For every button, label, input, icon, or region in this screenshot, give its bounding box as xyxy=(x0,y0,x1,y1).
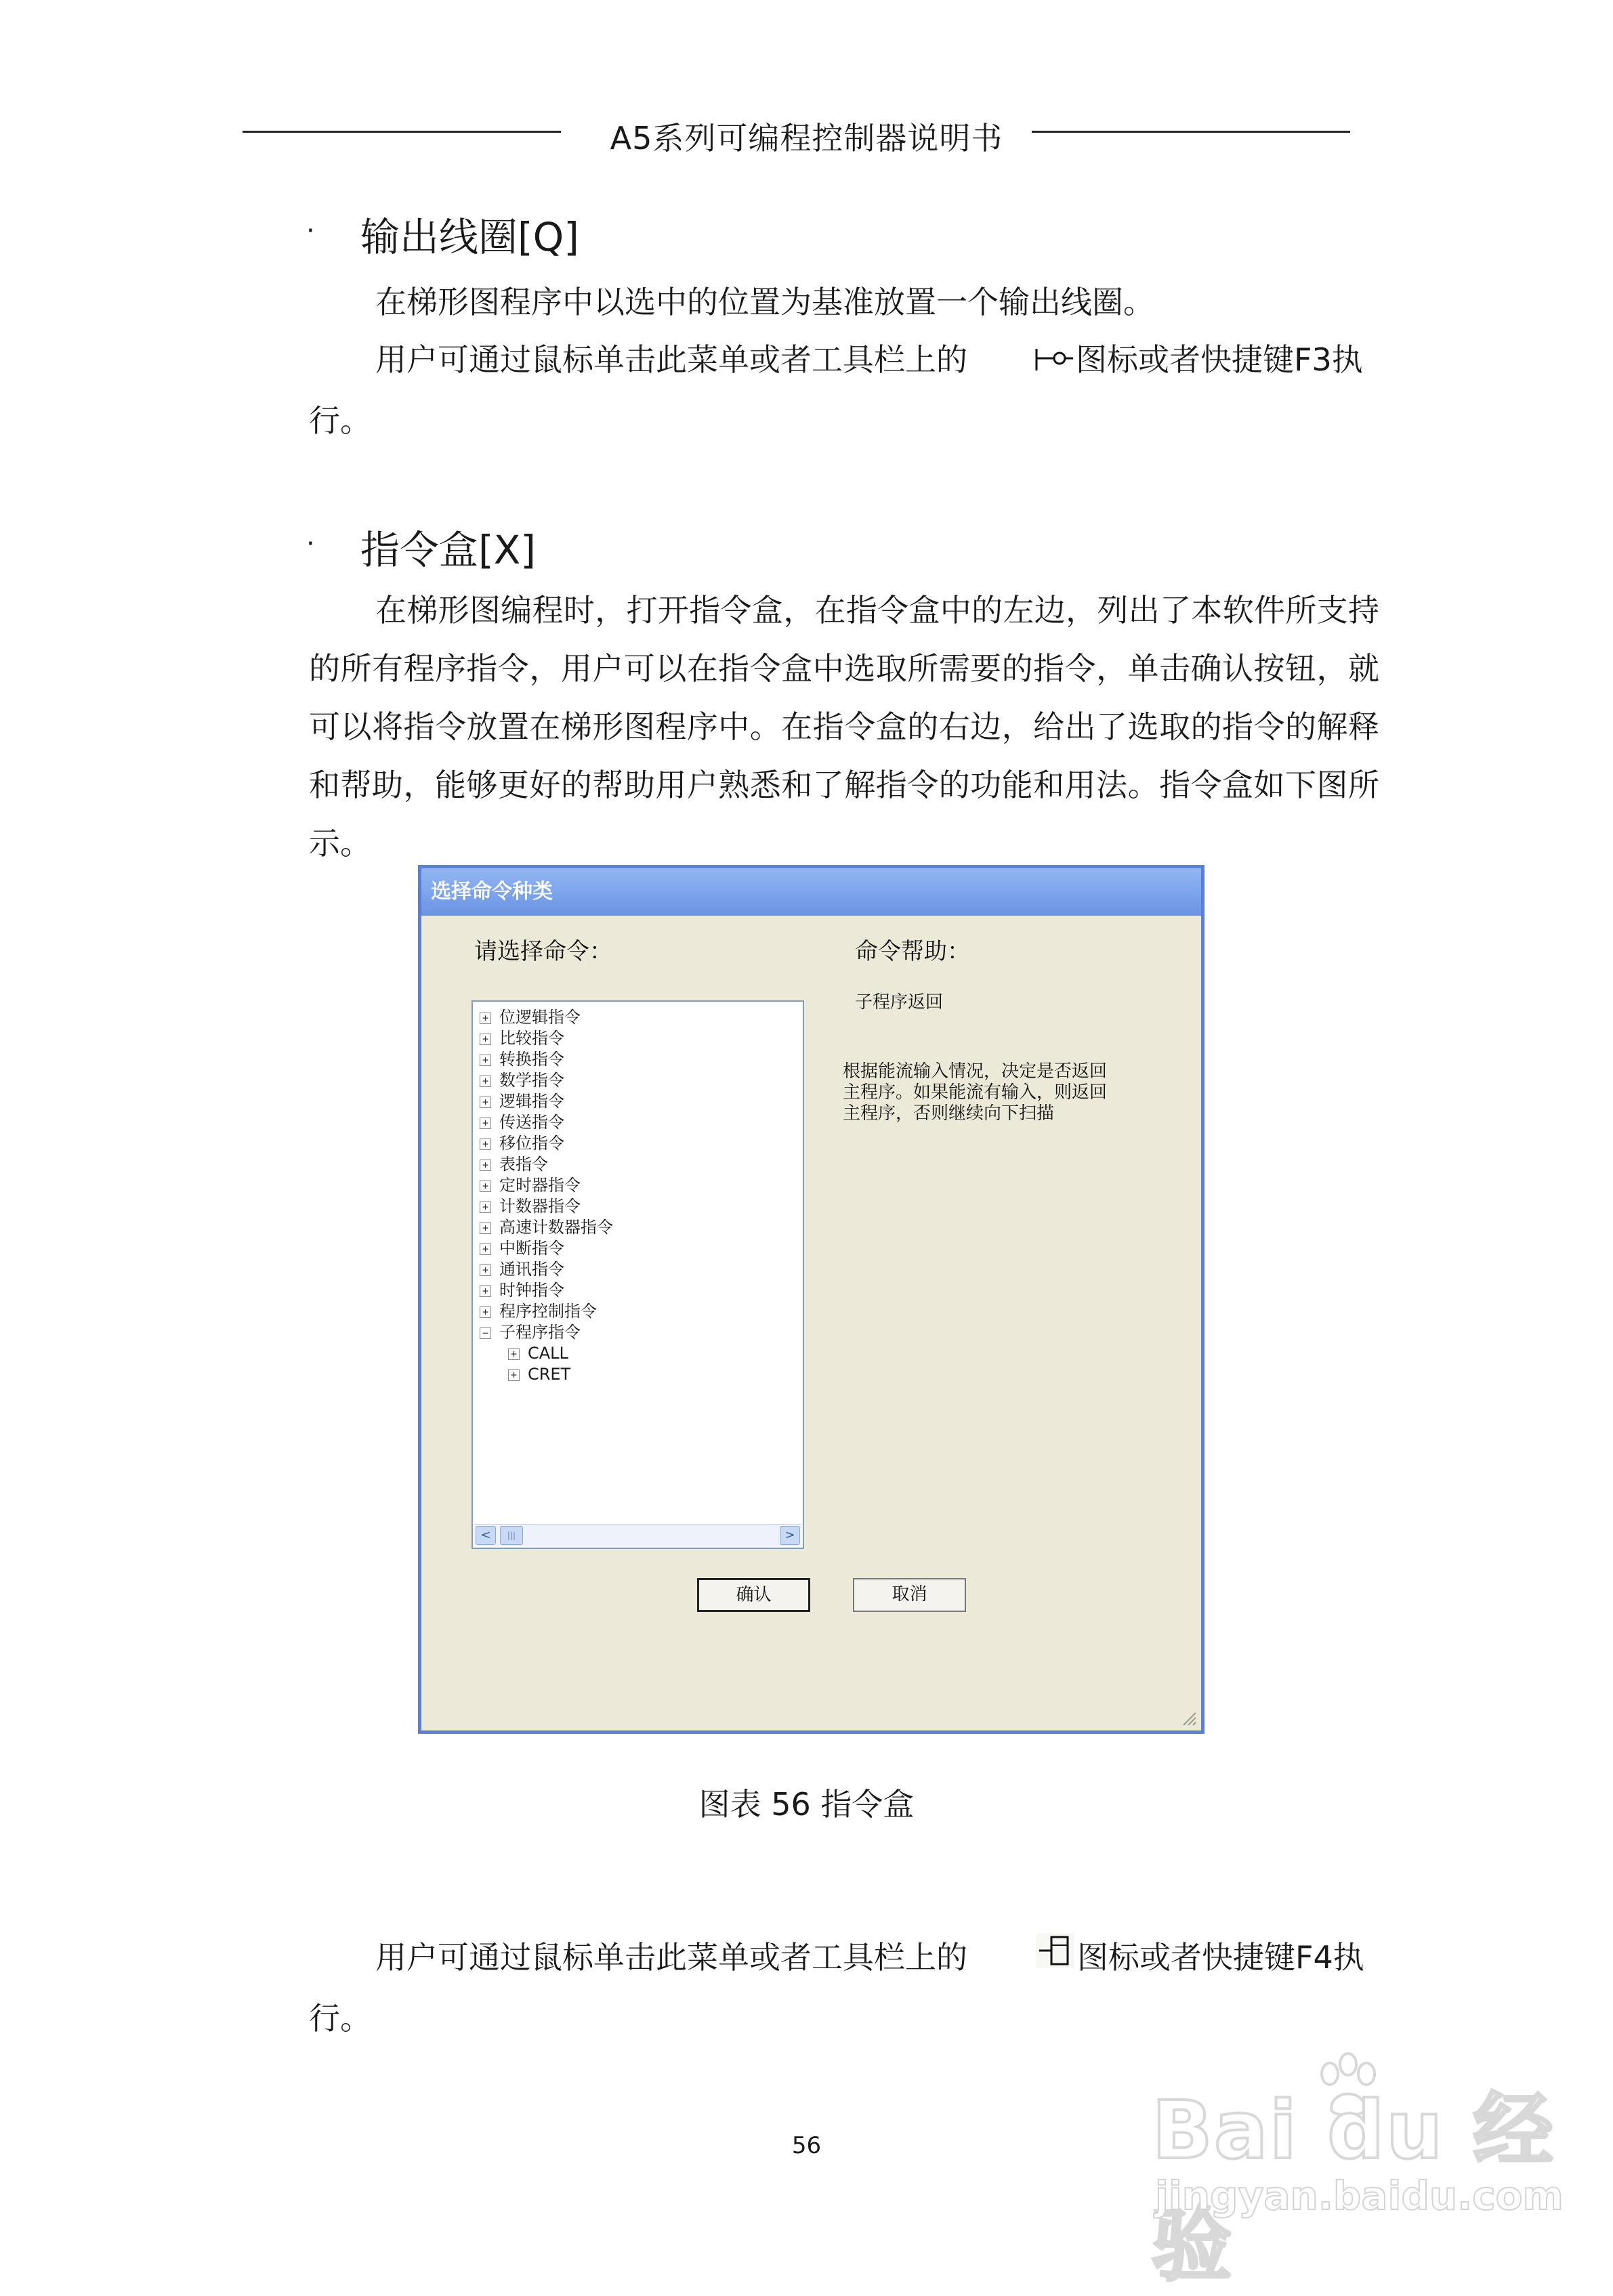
tree-item[interactable] xyxy=(480,1259,613,1280)
expand-icon[interactable]: + xyxy=(480,1055,491,1066)
paragraph-text: 图标或者快捷键F4执 xyxy=(1077,1939,1364,1976)
paragraph-text: 行。 xyxy=(309,402,371,439)
resize-grip-icon[interactable] xyxy=(1178,1707,1197,1726)
tree-item-label: 位逻辑指令 xyxy=(499,1008,581,1027)
tree-item[interactable] xyxy=(480,1154,613,1175)
paragraph xyxy=(309,331,1379,450)
paragraph xyxy=(309,1928,1379,2047)
bullet: · xyxy=(306,215,315,247)
select-command-label: 请选择命令： xyxy=(474,938,612,965)
header-title: A5系列可编程控制器说明书 xyxy=(610,120,1003,156)
tree-item-label: 移位指令 xyxy=(499,1134,564,1153)
tree-item[interactable] xyxy=(480,1238,613,1259)
expand-icon[interactable]: + xyxy=(508,1348,520,1360)
scroll-left-button[interactable]: < xyxy=(476,1526,496,1545)
expand-icon[interactable]: + xyxy=(508,1369,520,1381)
paragraph: 在梯形图编程时，打开指令盒，在指令盒中的左边，列出了本软件所支持的所有程序指令，用户可以在指令盒中选取所需要的指令，单击确认按钮，就可以将指令放置在梯形图程序中。在指令盒的右边，给出了选取的指令的解释和帮助，能够更好的帮助用户熟悉和了解指令的功能和用法。指令盒如下图所示。 xyxy=(309,592,1379,862)
page-number: 56 xyxy=(791,2132,822,2159)
tree-item-label: CALL xyxy=(528,1344,568,1363)
help-title: 子程序返回 xyxy=(855,992,944,1013)
tree-item-label: 程序控制指令 xyxy=(499,1302,597,1321)
watermark-url: jingyan.baidu.com xyxy=(1155,2173,1564,2219)
help-description xyxy=(843,1061,1107,1124)
expand-icon[interactable]: + xyxy=(480,1097,491,1108)
expand-icon[interactable]: + xyxy=(480,1243,491,1255)
paragraph-text: 在梯形图程序中以选中的位置为基准放置一个输出线圈。 xyxy=(375,284,1154,320)
tree-item[interactable] xyxy=(480,1007,613,1028)
tree-item-label: 比较指令 xyxy=(499,1029,564,1048)
help-line: 主程序。如果能流有输入，则返回 xyxy=(843,1082,1108,1103)
tree-item-label: CRET xyxy=(528,1365,571,1384)
tree-item[interactable] xyxy=(480,1112,613,1133)
expand-icon[interactable]: + xyxy=(480,1160,491,1171)
collapse-icon[interactable]: − xyxy=(480,1327,491,1339)
figure-caption: 图表 56 指令盒 xyxy=(698,1786,915,1823)
tree-item-label: 通讯指令 xyxy=(499,1260,564,1279)
tree-item-label: 时钟指令 xyxy=(499,1281,564,1300)
tree-item-label: 逻辑指令 xyxy=(499,1092,564,1111)
paragraph xyxy=(309,273,1379,331)
expand-icon[interactable]: + xyxy=(480,1264,491,1276)
tree-item-label: 高速计数器指令 xyxy=(499,1218,613,1237)
expand-icon[interactable]: + xyxy=(480,1202,491,1213)
tree-item[interactable] xyxy=(480,1217,613,1238)
paragraph-text: 行。 xyxy=(309,2000,371,2037)
bullet: · xyxy=(306,528,315,559)
paragraph-text: 用户可通过鼠标单击此菜单或者工具栏上的 xyxy=(375,1939,967,1976)
expand-icon[interactable]: + xyxy=(480,1223,491,1234)
tree-item-label: 中断指令 xyxy=(499,1239,564,1258)
confirm-button[interactable]: 确认 xyxy=(697,1578,810,1612)
tree-item[interactable] xyxy=(480,1049,613,1070)
horizontal-scrollbar[interactable] xyxy=(474,1524,801,1546)
expand-icon[interactable]: + xyxy=(480,1034,491,1045)
tree-item-label: 数学指令 xyxy=(499,1071,564,1090)
expand-icon[interactable]: + xyxy=(480,1139,491,1150)
tree-item-label: 子程序指令 xyxy=(499,1323,581,1342)
dialog-title-bar[interactable]: 选择命令种类 xyxy=(421,868,1201,916)
paragraph-text: 图标或者快捷键F3执 xyxy=(1076,341,1363,378)
watermark-brand: Bai du 经验 xyxy=(1152,2083,1555,2292)
tree-item[interactable] xyxy=(480,1343,613,1364)
tree-item[interactable] xyxy=(480,1364,613,1385)
tree-item-label: 传送指令 xyxy=(499,1113,564,1132)
expand-icon[interactable]: + xyxy=(480,1013,491,1024)
output-coil-icon xyxy=(967,333,1076,391)
tree-item-label: 表指令 xyxy=(499,1155,548,1174)
expand-icon[interactable]: + xyxy=(480,1118,491,1129)
scroll-right-button[interactable]: > xyxy=(780,1526,800,1545)
help-line: 主程序，否则继续向下扫描 xyxy=(843,1103,1055,1124)
tree-item-label: 转换指令 xyxy=(499,1050,564,1069)
tree-item[interactable] xyxy=(480,1175,613,1196)
section-title-output-coil: 输出线圈[Q] xyxy=(360,214,579,260)
tree-item[interactable] xyxy=(480,1280,613,1301)
tree-item-label: 计数器指令 xyxy=(499,1197,581,1216)
expand-icon[interactable]: + xyxy=(480,1076,491,1087)
paragraph-text: 用户可通过鼠标单击此菜单或者工具栏上的 xyxy=(375,341,967,378)
command-tree-list xyxy=(480,1007,613,1385)
expand-icon[interactable]: + xyxy=(480,1181,491,1192)
instruction-box-icon xyxy=(967,1930,1077,1989)
expand-icon[interactable]: + xyxy=(480,1306,491,1318)
cancel-button[interactable]: 取消 xyxy=(853,1578,966,1612)
instruction-box-dialog xyxy=(418,865,1204,1734)
command-help-label: 命令帮助： xyxy=(855,938,970,965)
expand-icon[interactable]: + xyxy=(480,1285,491,1297)
tree-item[interactable] xyxy=(480,1133,613,1154)
tree-item[interactable] xyxy=(480,1091,613,1112)
section-title-instruction-box: 指令盒[X] xyxy=(360,527,536,573)
header-rule-right xyxy=(1032,131,1350,133)
command-tree[interactable] xyxy=(472,1000,804,1549)
tree-item[interactable] xyxy=(480,1070,613,1091)
scroll-thumb[interactable]: ||| xyxy=(500,1526,523,1545)
tree-item[interactable] xyxy=(480,1322,613,1343)
tree-item[interactable] xyxy=(480,1196,613,1217)
help-line: 根据能流输入情况，决定是否返回 xyxy=(843,1061,1108,1082)
tree-item-label: 定时器指令 xyxy=(499,1176,581,1195)
tree-item[interactable] xyxy=(480,1028,613,1049)
tree-item[interactable] xyxy=(480,1301,613,1322)
